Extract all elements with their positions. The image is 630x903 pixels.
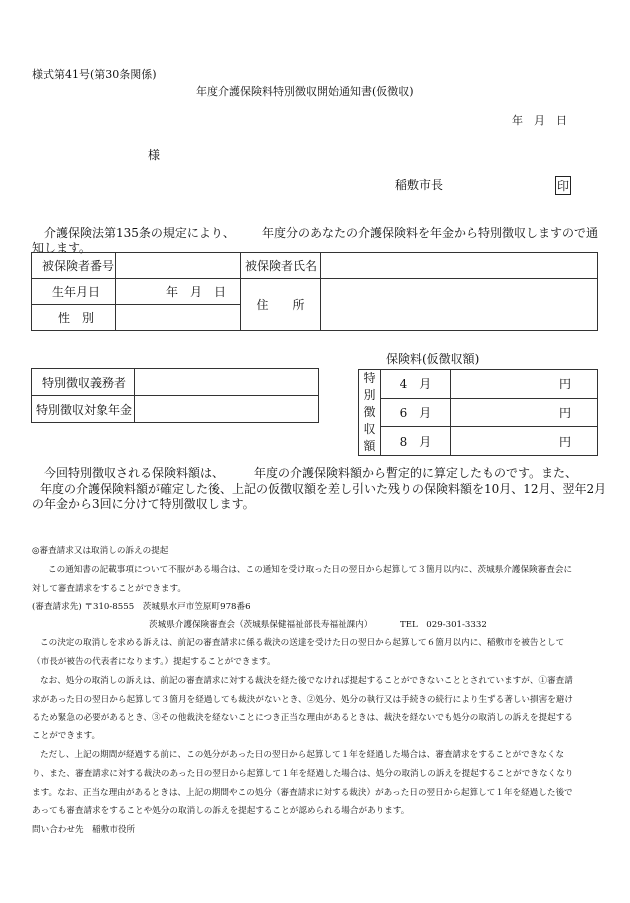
insured-number-label: 被保険者番号 xyxy=(32,253,116,279)
month-april-amount[interactable]: 円 xyxy=(451,370,598,399)
notice-p2-line1: この決定の取消しを求める訴えは、前記の審査請求に係る裁決の送達を受けた日の翌日から起算して６箇月以内に、稲敷市を被告として xyxy=(40,638,565,648)
notice-p4-line2: り、また、審査請求に対する裁決のあった日の翌日から起算して１年を経過した場合は、処分の取消しの訴えを提起することができなくなり xyxy=(32,769,574,779)
pension-label: 特別徴収対象年金 xyxy=(32,396,135,423)
notice-tel: TEL 029-301-3332 xyxy=(400,620,487,630)
body-text-2: 年度の介護保険料額が確定した後、上記の仮徴収額を差し引いた残りの保険料額を10月、12月、翌年2月 xyxy=(40,482,607,496)
vertical-char: 収 xyxy=(363,422,376,436)
notice-p1-line1: この通知書の記載事項について不服がある場合は、この通知を受け取った日の翌日から起算して３箇月以内に、茨城県介護保険審査会に xyxy=(48,565,573,575)
notice-p3-line4: ことができます。 xyxy=(32,731,101,741)
notice-p3-line2: 求があった日の翌日から起算して３箇月を経過しても裁決がないとき、②処分、処分の執行又は手続きの続行により生ずる著しい損害を避け xyxy=(32,695,573,705)
notice-p1-line2: 対して審査請求をすることができます。 xyxy=(32,584,187,594)
month-april-label: 4 月 xyxy=(381,370,451,399)
intro-text-1: 介護保険法第135条の規定により、 xyxy=(44,226,235,240)
notice-p3-line1: なお、処分の取消しの訴えは、前記の審査請求に対する裁決を経た後でなければ提起することができないこととされていますが、①審査請 xyxy=(40,676,573,686)
notice-p4-line1: ただし、上記の期間が経過する前に、この処分があった日の翌日から起算して１年を経過した場合は、審査請求をすることができなくな xyxy=(40,750,565,760)
month-august-amount[interactable]: 円 xyxy=(451,427,598,456)
vertical-char: 額 xyxy=(363,439,376,453)
month-june-amount[interactable]: 円 xyxy=(451,398,598,427)
gender-field[interactable] xyxy=(116,305,241,331)
notice-address: (審査請求先) 〒310-8555 茨城県水戸市笠原町978番6 xyxy=(32,602,251,612)
special-collection-label xyxy=(359,370,381,456)
form-number: 様式第41号(第30条関係) xyxy=(32,68,157,81)
obligor-label: 特別徴収義務者 xyxy=(32,369,135,396)
inquiry-line: 問い合わせ先 稲敷市役所 xyxy=(32,825,136,835)
gender-label: 性 別 xyxy=(32,305,116,331)
pension-field[interactable] xyxy=(135,396,319,423)
obligor-field[interactable] xyxy=(135,369,319,396)
month-august-label: 8 月 xyxy=(381,427,451,456)
birthdate-field[interactable]: 年 月 日 xyxy=(116,279,241,305)
body-text-1b: 年度の介護保険料額から暫定的に算定したものです。また、 xyxy=(254,466,578,480)
seal-mark: 印 xyxy=(555,176,571,195)
obligor-table xyxy=(31,368,319,423)
premium-heading: 保険料(仮徴収額) xyxy=(386,352,480,366)
notice-council: 茨城県介護保険審査会（茨城県保健福祉部長寿福祉課内） xyxy=(149,620,373,630)
insured-table xyxy=(31,252,598,331)
body-text-3: の年金から3回に分けて特別徴収します。 xyxy=(32,497,255,511)
intro-text-3: 知します。 xyxy=(32,241,92,255)
body-text-1a: 今回特別徴収される保険料額は、 xyxy=(44,466,225,480)
vertical-char: 徴 xyxy=(363,405,376,419)
vertical-char: 別 xyxy=(363,388,376,402)
notice-p2-line2: （市長が被告の代表者になります。）提起することができます。 xyxy=(32,657,276,667)
notice-heading: ◎審査請求又は取消しの訴えの提起 xyxy=(32,546,169,556)
issuer-name: 稲敷市長 xyxy=(395,178,444,192)
month-june-label: 6 月 xyxy=(381,398,451,427)
document-title: 年度介護保険料特別徴収開始通知書(仮徴収) xyxy=(196,85,414,98)
address-field[interactable] xyxy=(321,279,598,331)
premium-table xyxy=(358,369,598,456)
insured-number-field[interactable] xyxy=(116,253,241,279)
insured-name-field[interactable] xyxy=(321,253,598,279)
vertical-char: 特 xyxy=(363,371,376,385)
notice-p4-line3: ます。なお、正当な理由があるときは、上記の期間やこの処分（審査請求に対する裁決）があった日の翌日から起算して１年を経過した後で xyxy=(32,788,573,798)
birthdate-label: 生年月日 xyxy=(32,279,116,305)
date-line: 年 月 日 xyxy=(512,114,567,127)
addressee-suffix: 様 xyxy=(148,148,161,162)
notice-p4-line4: あっても審査請求をすることや処分の取消しの訴えを提起することが認められる場合があります。 xyxy=(32,806,410,816)
notice-p3-line3: るため緊急の必要があるとき、③その他裁決を経ないことにつき正当な理由があるときは、裁決を経ないでも処分の取消しの訴えを提起する xyxy=(32,713,573,723)
intro-text-2: 年度分のあなたの介護保険料を年金から特別徴収しますので通 xyxy=(262,226,599,240)
insured-name-label: 被保険者氏名 xyxy=(241,253,321,279)
address-label: 住 所 xyxy=(241,279,321,331)
